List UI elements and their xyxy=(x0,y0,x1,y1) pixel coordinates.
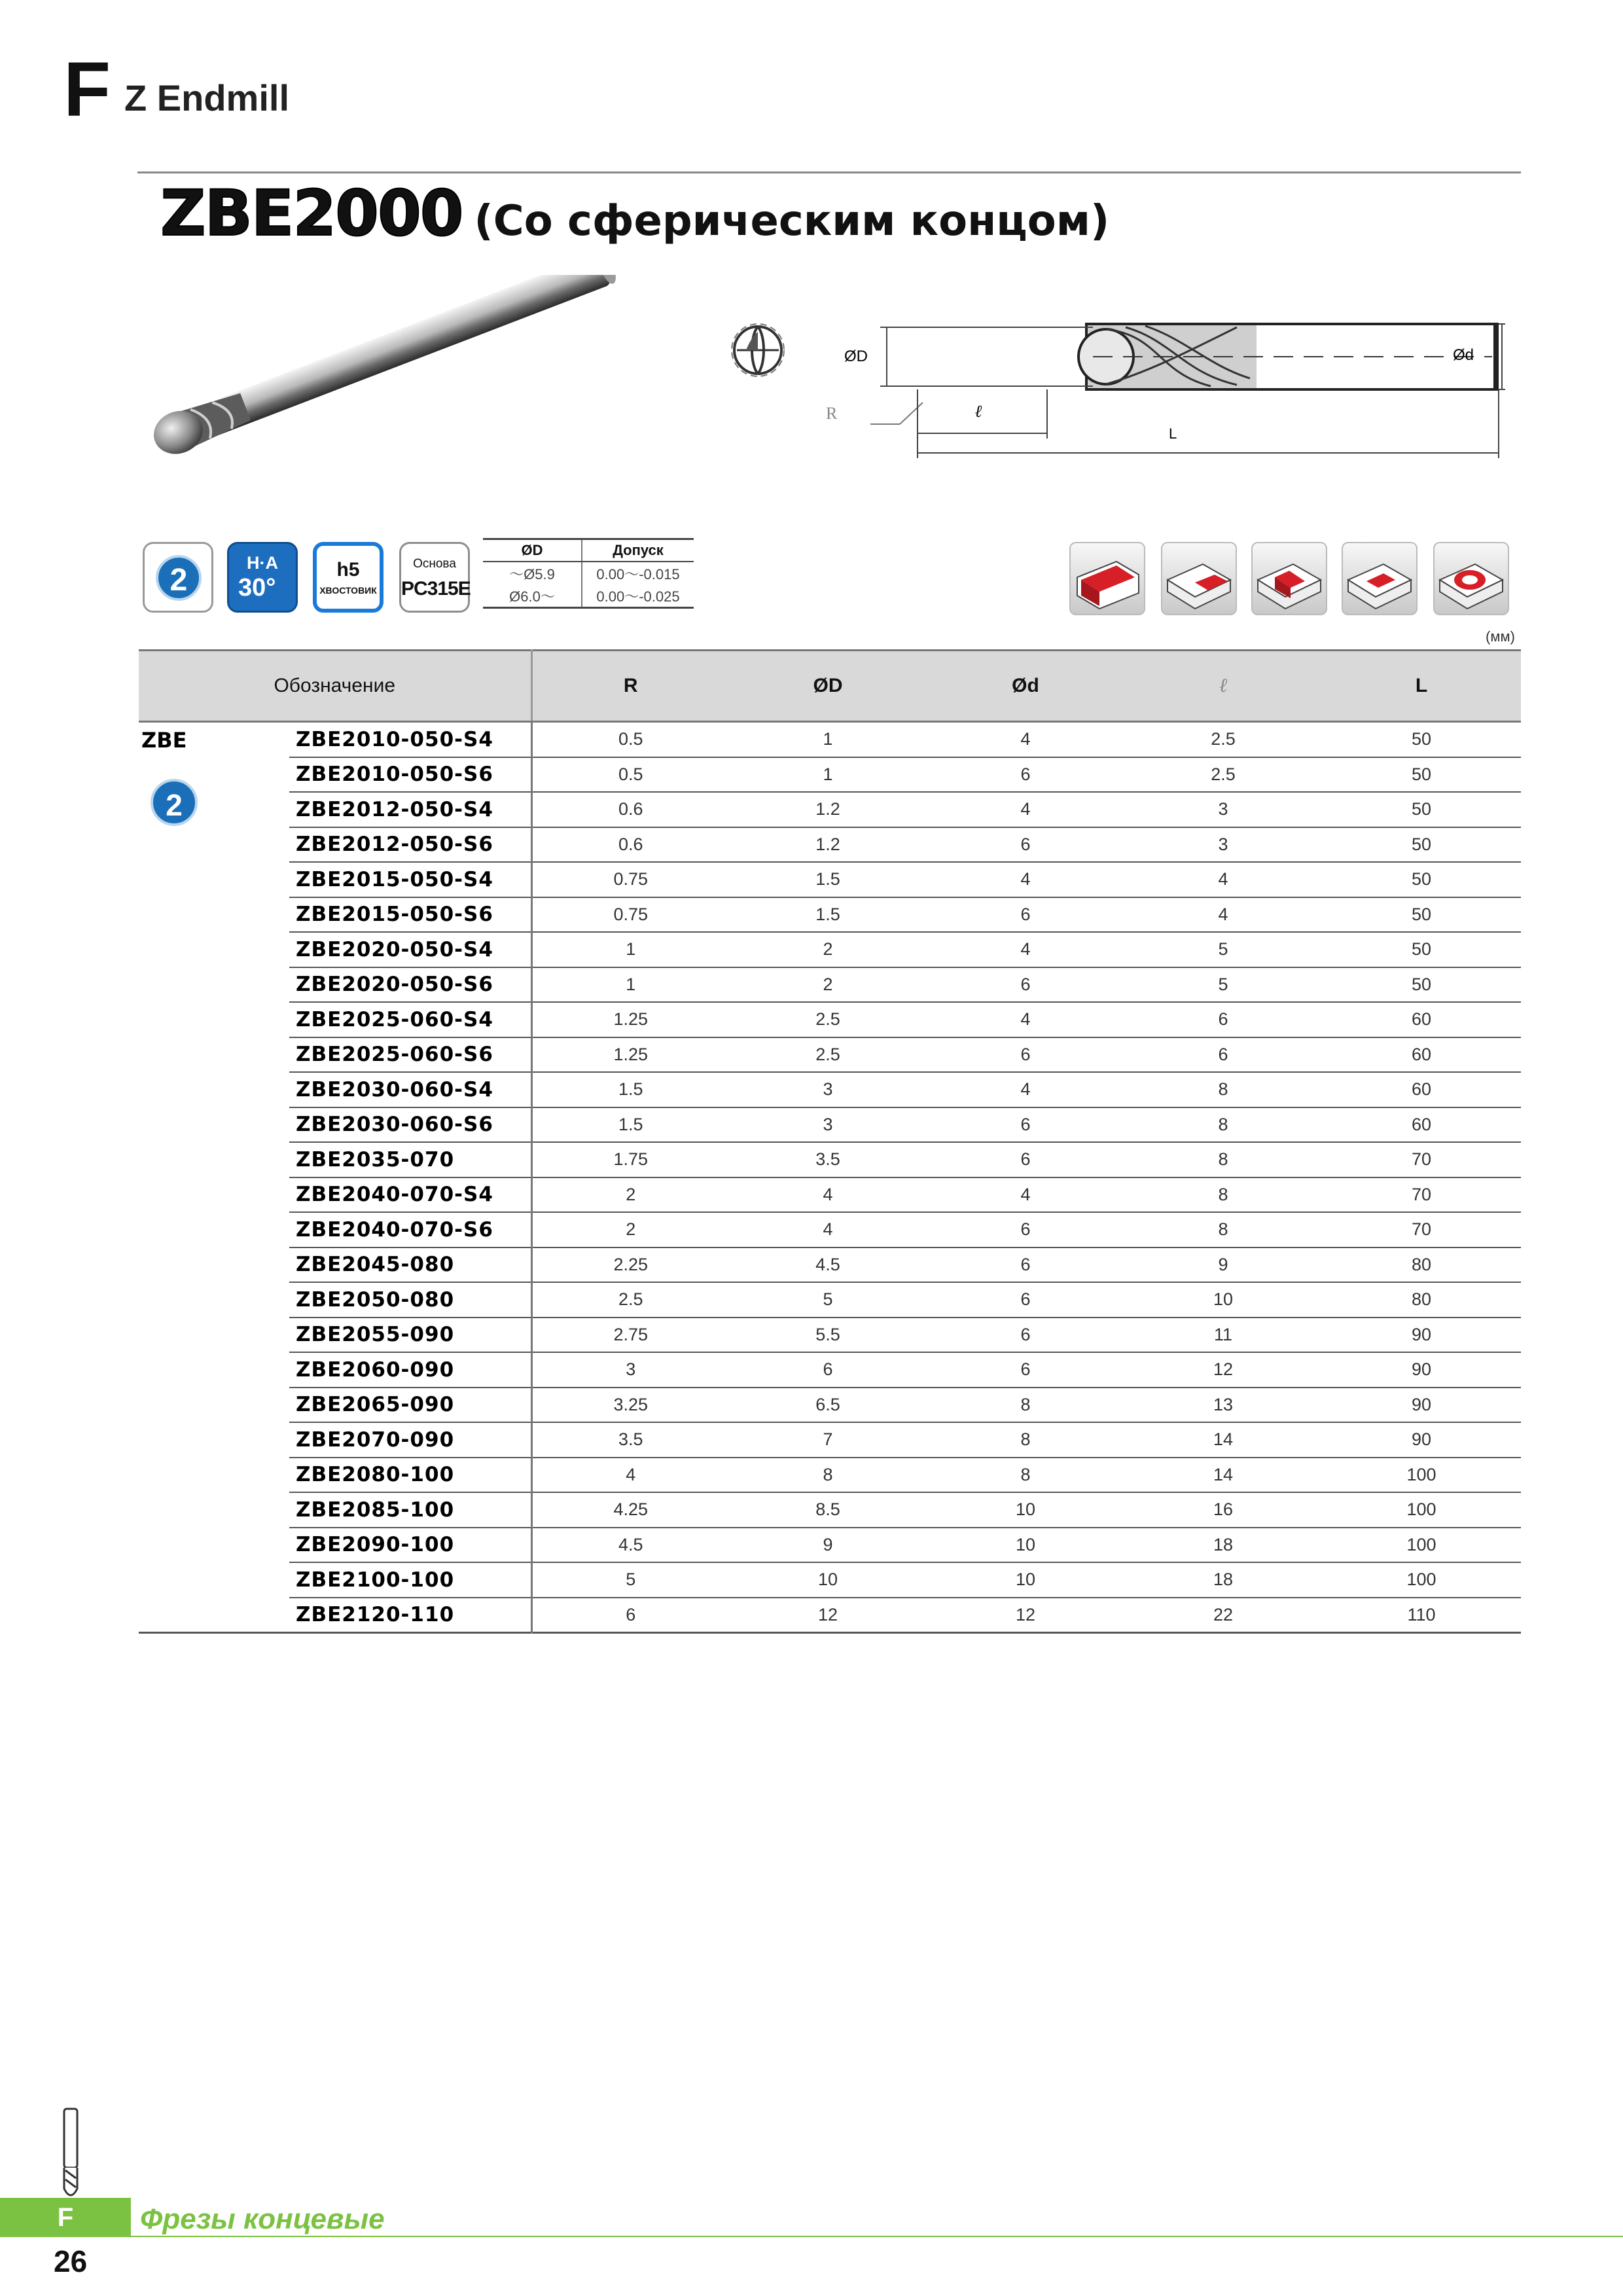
shank-d-cell: 10 xyxy=(927,1562,1124,1598)
r-cell: 2 xyxy=(531,1212,729,1247)
d-cell: 3 xyxy=(729,1072,927,1107)
table-row xyxy=(139,1458,1521,1493)
header-R: R xyxy=(531,651,729,722)
code-cell: ZBE2070-090 xyxy=(289,1422,531,1458)
shank-d-cell: 6 xyxy=(927,1107,1124,1143)
shank-d-cell: 10 xyxy=(927,1528,1124,1563)
length-cell: 60 xyxy=(1322,1037,1521,1073)
grade-badge xyxy=(399,542,470,613)
l-cell: 3 xyxy=(1124,792,1322,827)
header-divider xyxy=(137,171,1521,173)
l-cell: 2.5 xyxy=(1124,757,1322,793)
header-l: ℓ xyxy=(1124,651,1322,722)
table-row xyxy=(139,1528,1521,1563)
d-cell: 2 xyxy=(729,967,927,1003)
series-subtitle: (Со сферическим концом) xyxy=(474,197,1110,245)
shank-d-cell: 12 xyxy=(927,1598,1124,1633)
application-face-milling-icon xyxy=(1161,542,1237,615)
r-cell: 3.5 xyxy=(531,1422,729,1458)
code-cell: ZBE2020-050-S4 xyxy=(289,932,531,967)
l-cell: 8 xyxy=(1124,1177,1322,1213)
length-cell: 50 xyxy=(1322,862,1521,897)
d-cell: 2.5 xyxy=(729,1002,927,1037)
application-slotting-icon xyxy=(1251,542,1327,615)
label-R: R xyxy=(826,404,838,423)
length-cell: 50 xyxy=(1322,722,1521,757)
endmill-photo xyxy=(141,275,651,484)
l-cell: 4 xyxy=(1124,862,1322,897)
shank-d-cell: 4 xyxy=(927,722,1124,757)
application-pocketing-icon xyxy=(1342,542,1418,615)
r-cell: 0.75 xyxy=(531,862,729,897)
d-cell: 12 xyxy=(729,1598,927,1633)
code-cell: ZBE2100-100 xyxy=(289,1562,531,1598)
series-cell xyxy=(139,722,289,1633)
shank-d-cell: 8 xyxy=(927,1458,1124,1493)
flutes-icon: 2 xyxy=(156,555,202,601)
r-cell: 2.5 xyxy=(531,1282,729,1318)
r-cell: 1 xyxy=(531,932,729,967)
code-cell: ZBE2025-060-S6 xyxy=(289,1037,531,1073)
r-cell: 6 xyxy=(531,1598,729,1633)
r-cell: 1.25 xyxy=(531,1037,729,1073)
flutes-icon: 2 xyxy=(151,779,198,826)
technical-drawing xyxy=(818,262,1505,478)
r-cell: 2 xyxy=(531,1177,729,1213)
shank-tolerance: h5 xyxy=(336,559,360,581)
d-cell: 1.2 xyxy=(729,792,927,827)
table-row xyxy=(139,1002,1521,1037)
length-cell: 50 xyxy=(1322,757,1521,793)
flutes-badge xyxy=(143,542,213,613)
code-cell: ZBE2012-050-S4 xyxy=(289,792,531,827)
length-cell: 70 xyxy=(1322,1142,1521,1177)
d-cell: 2.5 xyxy=(729,1037,927,1073)
code-cell: ZBE2015-050-S6 xyxy=(289,897,531,933)
r-cell: 1.5 xyxy=(531,1107,729,1143)
length-cell: 80 xyxy=(1322,1247,1521,1283)
shank-d-cell: 4 xyxy=(927,862,1124,897)
table-row xyxy=(139,1388,1521,1423)
l-cell: 6 xyxy=(1124,1002,1322,1037)
table-row xyxy=(139,827,1521,863)
d-cell: 5 xyxy=(729,1282,927,1318)
table-row xyxy=(139,1422,1521,1458)
helix-label: H·A xyxy=(247,553,278,573)
code-cell: ZBE2060-090 xyxy=(289,1352,531,1388)
table-row xyxy=(139,757,1521,793)
r-cell: 5 xyxy=(531,1562,729,1598)
length-cell: 90 xyxy=(1322,1422,1521,1458)
r-cell: 1.25 xyxy=(531,1002,729,1037)
length-cell: 90 xyxy=(1322,1388,1521,1423)
d-cell: 6.5 xyxy=(729,1388,927,1423)
code-cell: ZBE2045-080 xyxy=(289,1247,531,1283)
table-row xyxy=(139,1247,1521,1283)
d-cell: 2 xyxy=(729,932,927,967)
unit-label: (мм) xyxy=(1486,628,1515,645)
footer-category: Фрезы концевые xyxy=(140,2203,385,2235)
d-cell: 1.2 xyxy=(729,827,927,863)
table-row xyxy=(139,1562,1521,1598)
r-cell: 0.5 xyxy=(531,722,729,757)
length-cell: 100 xyxy=(1322,1492,1521,1528)
d-cell: 4.5 xyxy=(729,1247,927,1283)
tolerance-header-tolerance: Допуск xyxy=(582,539,694,562)
l-cell: 8 xyxy=(1124,1072,1322,1107)
tolerance-cell: Ø6.0～ xyxy=(483,584,582,608)
shank-d-cell: 6 xyxy=(927,897,1124,933)
grade-label: Основа xyxy=(413,557,456,571)
length-cell: 50 xyxy=(1322,897,1521,933)
l-cell: 12 xyxy=(1124,1352,1322,1388)
code-cell: ZBE2030-060-S4 xyxy=(289,1072,531,1107)
r-cell: 4.25 xyxy=(531,1492,729,1528)
l-cell: 10 xyxy=(1124,1282,1322,1318)
d-cell: 8.5 xyxy=(729,1492,927,1528)
l-cell: 18 xyxy=(1124,1562,1322,1598)
r-cell: 0.5 xyxy=(531,757,729,793)
l-cell: 4 xyxy=(1124,897,1322,933)
length-cell: 60 xyxy=(1322,1107,1521,1143)
length-cell: 70 xyxy=(1322,1212,1521,1247)
r-cell: 4.5 xyxy=(531,1528,729,1563)
helix-angle-badge xyxy=(227,542,298,613)
table-row xyxy=(139,1282,1521,1318)
tolerance-cell: 0.00～-0.015 xyxy=(596,565,680,583)
section-name: Z Endmill xyxy=(124,77,289,118)
application-3d-profiling-icon xyxy=(1433,542,1509,615)
length-cell: 60 xyxy=(1322,1072,1521,1107)
d-cell: 1 xyxy=(729,757,927,793)
shank-d-cell: 6 xyxy=(927,1282,1124,1318)
table-row xyxy=(139,1352,1521,1388)
code-cell: ZBE2015-050-S4 xyxy=(289,862,531,897)
shank-d-cell: 10 xyxy=(927,1492,1124,1528)
section-letter: F xyxy=(63,46,111,133)
r-cell: 0.75 xyxy=(531,897,729,933)
shank-d-cell: 4 xyxy=(927,1177,1124,1213)
endmill-footer-icon xyxy=(55,2106,88,2204)
series-label: ZBE xyxy=(141,728,187,753)
r-cell: 2.25 xyxy=(531,1247,729,1283)
shank-d-cell: 8 xyxy=(927,1422,1124,1458)
table-row xyxy=(139,792,1521,827)
label-l: ℓ xyxy=(975,402,983,421)
table-row xyxy=(139,1072,1521,1107)
code-cell: ZBE2010-050-S4 xyxy=(289,722,531,757)
label-d: Ød xyxy=(1453,346,1474,364)
l-cell: 14 xyxy=(1124,1422,1322,1458)
table-row xyxy=(139,1037,1521,1073)
shank-d-cell: 6 xyxy=(927,1352,1124,1388)
r-cell: 2.75 xyxy=(531,1318,729,1353)
l-cell: 2.5 xyxy=(1124,722,1322,757)
label-L: L xyxy=(1169,425,1177,442)
d-cell: 4 xyxy=(729,1177,927,1213)
table-row xyxy=(139,1107,1521,1143)
code-cell: ZBE2035-070 xyxy=(289,1142,531,1177)
tolerance-table xyxy=(483,538,694,609)
shank-d-cell: 6 xyxy=(927,1212,1124,1247)
page-number: 26 xyxy=(54,2244,88,2278)
footer-section-letter: F xyxy=(57,2203,74,2232)
shank-d-cell: 4 xyxy=(927,1002,1124,1037)
table-row xyxy=(139,1318,1521,1353)
spec-table-header xyxy=(139,651,1521,722)
l-cell: 18 xyxy=(1124,1528,1322,1563)
table-row xyxy=(139,862,1521,897)
code-cell: ZBE2020-050-S6 xyxy=(289,967,531,1003)
code-cell: ZBE2090-100 xyxy=(289,1528,531,1563)
application-side-milling-icon xyxy=(1069,542,1145,615)
helix-value: 30° xyxy=(238,574,276,601)
d-cell: 5.5 xyxy=(729,1318,927,1353)
shank-d-cell: 6 xyxy=(927,1318,1124,1353)
table-row xyxy=(139,1598,1521,1633)
r-cell: 0.6 xyxy=(531,792,729,827)
l-cell: 6 xyxy=(1124,1037,1322,1073)
table-row xyxy=(139,897,1521,933)
l-cell: 5 xyxy=(1124,932,1322,967)
length-cell: 70 xyxy=(1322,1177,1521,1213)
shank-tolerance-badge xyxy=(313,542,383,613)
shank-label: ХВОСТОВИК xyxy=(319,585,377,596)
d-cell: 8 xyxy=(729,1458,927,1493)
d-cell: 3.5 xyxy=(729,1142,927,1177)
d-cell: 7 xyxy=(729,1422,927,1458)
header-D: ØD xyxy=(729,651,927,722)
spec-table xyxy=(139,649,1521,1634)
table-row xyxy=(139,932,1521,967)
r-cell: 1 xyxy=(531,967,729,1003)
shank-d-cell: 6 xyxy=(927,827,1124,863)
l-cell: 5 xyxy=(1124,967,1322,1003)
shank-d-cell: 6 xyxy=(927,967,1124,1003)
length-cell: 90 xyxy=(1322,1352,1521,1388)
table-row xyxy=(139,967,1521,1003)
code-cell: ZBE2055-090 xyxy=(289,1318,531,1353)
shank-d-cell: 6 xyxy=(927,757,1124,793)
series-title xyxy=(160,177,1110,250)
code-cell: ZBE2025-060-S4 xyxy=(289,1002,531,1037)
end-view-drawing xyxy=(725,317,791,383)
footer-rule xyxy=(131,2236,1623,2237)
code-cell: ZBE2040-070-S6 xyxy=(289,1212,531,1247)
l-cell: 8 xyxy=(1124,1142,1322,1177)
table-row xyxy=(139,722,1521,757)
table-row xyxy=(139,1177,1521,1213)
code-cell: ZBE2040-070-S4 xyxy=(289,1177,531,1213)
l-cell: 3 xyxy=(1124,827,1322,863)
shank-d-cell: 6 xyxy=(927,1037,1124,1073)
d-cell: 6 xyxy=(729,1352,927,1388)
shank-d-cell: 6 xyxy=(927,1142,1124,1177)
code-cell: ZBE2085-100 xyxy=(289,1492,531,1528)
d-cell: 1.5 xyxy=(729,897,927,933)
tolerance-header-diameter: ØD xyxy=(483,539,582,562)
header-d: Ød xyxy=(927,651,1124,722)
table-row xyxy=(139,1212,1521,1247)
d-cell: 4 xyxy=(729,1212,927,1247)
length-cell: 100 xyxy=(1322,1528,1521,1563)
code-cell: ZBE2010-050-S6 xyxy=(289,757,531,793)
d-cell: 3 xyxy=(729,1107,927,1143)
l-cell: 13 xyxy=(1124,1388,1322,1423)
r-cell: 3.25 xyxy=(531,1388,729,1423)
l-cell: 8 xyxy=(1124,1107,1322,1143)
length-cell: 60 xyxy=(1322,1002,1521,1037)
r-cell: 1.5 xyxy=(531,1072,729,1107)
length-cell: 50 xyxy=(1322,932,1521,967)
l-cell: 8 xyxy=(1124,1212,1322,1247)
tolerance-cell: 0.00～-0.025 xyxy=(582,584,694,608)
header-L: L xyxy=(1322,651,1521,722)
shank-d-cell: 4 xyxy=(927,792,1124,827)
length-cell: 50 xyxy=(1322,967,1521,1003)
length-cell: 50 xyxy=(1322,792,1521,827)
shank-d-cell: 8 xyxy=(927,1388,1124,1423)
tolerance-cell: ～Ø5.9 xyxy=(483,562,582,584)
table-row xyxy=(139,1492,1521,1528)
r-cell: 4 xyxy=(531,1458,729,1493)
length-cell: 80 xyxy=(1322,1282,1521,1318)
code-cell: ZBE2065-090 xyxy=(289,1388,531,1423)
code-cell: ZBE2050-080 xyxy=(289,1282,531,1318)
shank-d-cell: 6 xyxy=(927,1247,1124,1283)
code-cell: ZBE2030-060-S6 xyxy=(289,1107,531,1143)
length-cell: 50 xyxy=(1322,827,1521,863)
shank-d-cell: 4 xyxy=(927,1072,1124,1107)
label-D: ØD xyxy=(844,348,868,365)
l-cell: 11 xyxy=(1124,1318,1322,1353)
r-cell: 1.75 xyxy=(531,1142,729,1177)
d-cell: 10 xyxy=(729,1562,927,1598)
length-cell: 100 xyxy=(1322,1562,1521,1598)
l-cell: 16 xyxy=(1124,1492,1322,1528)
table-row xyxy=(139,1142,1521,1177)
l-cell: 14 xyxy=(1124,1458,1322,1493)
code-cell: ZBE2120-110 xyxy=(289,1598,531,1633)
series-model: ZBE2000 xyxy=(160,177,463,250)
code-cell: ZBE2080-100 xyxy=(289,1458,531,1493)
length-cell: 90 xyxy=(1322,1318,1521,1353)
length-cell: 110 xyxy=(1322,1598,1521,1633)
r-cell: 3 xyxy=(531,1352,729,1388)
d-cell: 1 xyxy=(729,722,927,757)
l-cell: 22 xyxy=(1124,1598,1322,1633)
l-cell: 9 xyxy=(1124,1247,1322,1283)
d-cell: 1.5 xyxy=(729,862,927,897)
d-cell: 9 xyxy=(729,1528,927,1563)
r-cell: 0.6 xyxy=(531,827,729,863)
shank-d-cell: 4 xyxy=(927,932,1124,967)
header-designation: Обозначение xyxy=(139,651,531,722)
length-cell: 100 xyxy=(1322,1458,1521,1493)
grade-value: PC315E xyxy=(401,578,471,600)
code-cell: ZBE2012-050-S6 xyxy=(289,827,531,863)
